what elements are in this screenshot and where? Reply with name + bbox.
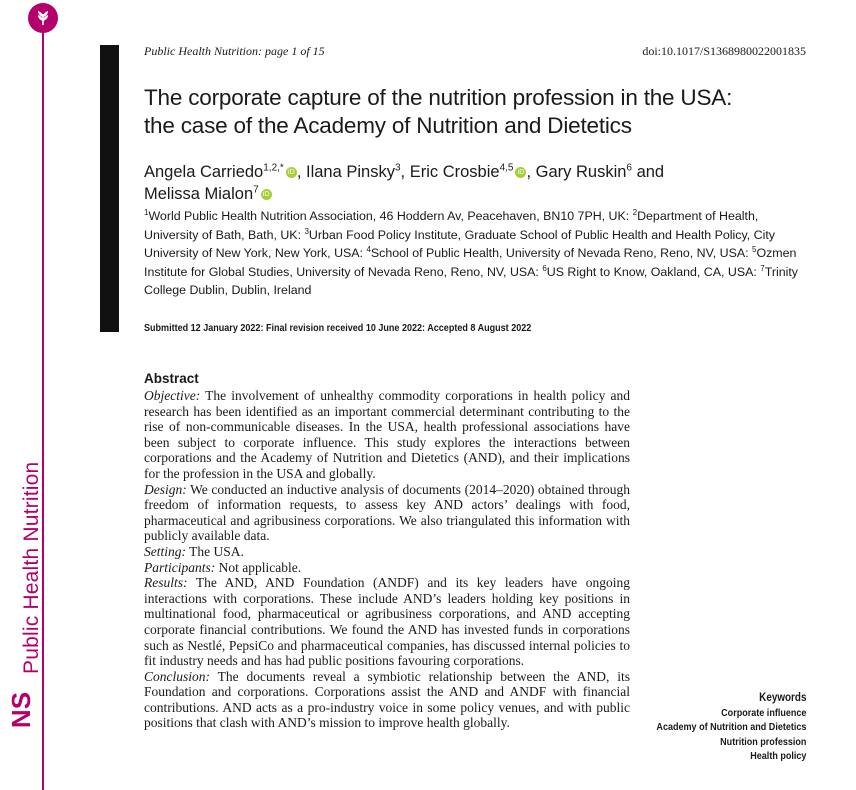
doi: doi:10.1017/S1368980022001835 (642, 44, 806, 58)
keyword: Nutrition profession (719, 735, 806, 748)
keywords-heading: Keywords (758, 692, 806, 704)
abstract-section: Participants: Not applicable. (144, 559, 302, 575)
orcid-icon[interactable]: iD (261, 189, 272, 200)
orcid-icon[interactable]: iD (515, 167, 526, 178)
left-margin-rule (42, 30, 44, 790)
author: Ilana Pinsky$^3$ (306, 162, 401, 181)
author-list: Angela Carriedo$^{1,2,*}$ iD , Ilana Pinsky$^3$, Eric Crosbie$^{4,5}$ iD , Gary Ruskin$^6$ and Melissa Mialon$^7$ iD (144, 162, 665, 203)
title-block-bar (100, 45, 119, 332)
affiliations: $^1$World Public Health Nutrition Association, 46 Hoddern Av, Peacehaven, BN10 7PH, UK: $^2$Department of Health, University of Bath, Bath, UK: $^3$Urban Food Policy Institute, Graduate School of Public Health and Health Policy, City University of New York, New York, USA: $^4$School of Public Health, University of Nevada Reno, Reno, NV, USA: $^5$Ozmen Institute for Global Studies, University of Nevada Reno, Reno, NV, USA: $^6$US Right to Know, Oakland, CA, USA: $^7$Trinity College Dublin, Dublin, Ireland (144, 207, 798, 298)
article-title (144, 84, 824, 140)
ns-logo-text: NS (6, 691, 36, 729)
abstract-section: Setting: The USA. (144, 543, 244, 559)
author: Melissa Mialon$^7$ iD (144, 185, 272, 203)
abstract-heading: Abstract (144, 371, 199, 386)
author: Gary Ruskin$^6$ (535, 162, 632, 181)
author-conjunction: and (636, 163, 665, 181)
submission-dates: Submitted 12 January 2022: Final revision received 10 June 2022: Accepted 8 August 2022 (144, 322, 532, 334)
orcid-icon[interactable]: iD (286, 167, 297, 178)
ns-logo-icon (6, 680, 44, 740)
author: Eric Crosbie$^{4,5}$ iD (410, 163, 527, 181)
journal-logo-icon (28, 3, 58, 33)
abstract-section: Results: The AND, AND Foundation (ANDF) and its key leaders have ongoing interactions with corporations. These include AND’s leaders holding key positions in multinational food, pharmaceutical or agribusiness corporations, and AND accepting corporate financial contributions. We found the AND has invested funds in corporations such as Nestlé, PepsiCo and pharmaceutical companies, has discussed internal policies to fit industry needs and has had public positions favouring corporations. (144, 575, 630, 669)
running-header: Public Health Nutrition: page 1 of 15 (144, 44, 325, 58)
keywords (656, 691, 806, 764)
abstract-body (144, 388, 630, 731)
title-line: the case of the Academy of Nutrition and Dietetics (144, 113, 632, 138)
author: Angela Carriedo$^{1,2,*}$ iD (144, 163, 297, 181)
title-line: The corporate capture of the nutrition profession in the USA: (144, 85, 733, 110)
abstract-section: Conclusion: The documents reveal a symbiotic relationship between the AND, its Foundation and corporations. Corporations assist the AND and ANDF with financial contributions. AND acts as a pro-industry voice in some policy venues, and with public positions that clash with AND’s mission to improve health globally. (144, 668, 630, 731)
keyword: Corporate influence (720, 706, 806, 719)
keyword: Academy of Nutrition and Dietetics (655, 721, 806, 733)
journal-name-vertical: Public Health Nutrition (20, 461, 43, 674)
abstract-section: Design: We conducted an inductive analysis of documents (2014–2020) obtained through freedom of information requests, to assess key AND actors’ dealings with food, pharmaceutical and agribusiness corporations. We also triangulated this information with publicly available data. (144, 481, 630, 544)
keyword: Health policy (749, 750, 806, 762)
abstract-section: Objective: The involvement of unhealthy commodity corporations in health policy and research has been identified as an important commercial determinant contributing to the rise of non-communicable diseases. In the USA, health professional associations have been subject to corporate influence. This study explores the interactions between corporations and the Academy of Nutrition and Dietetics (AND), and their implications for the profession in the USA and globally. (144, 388, 630, 481)
